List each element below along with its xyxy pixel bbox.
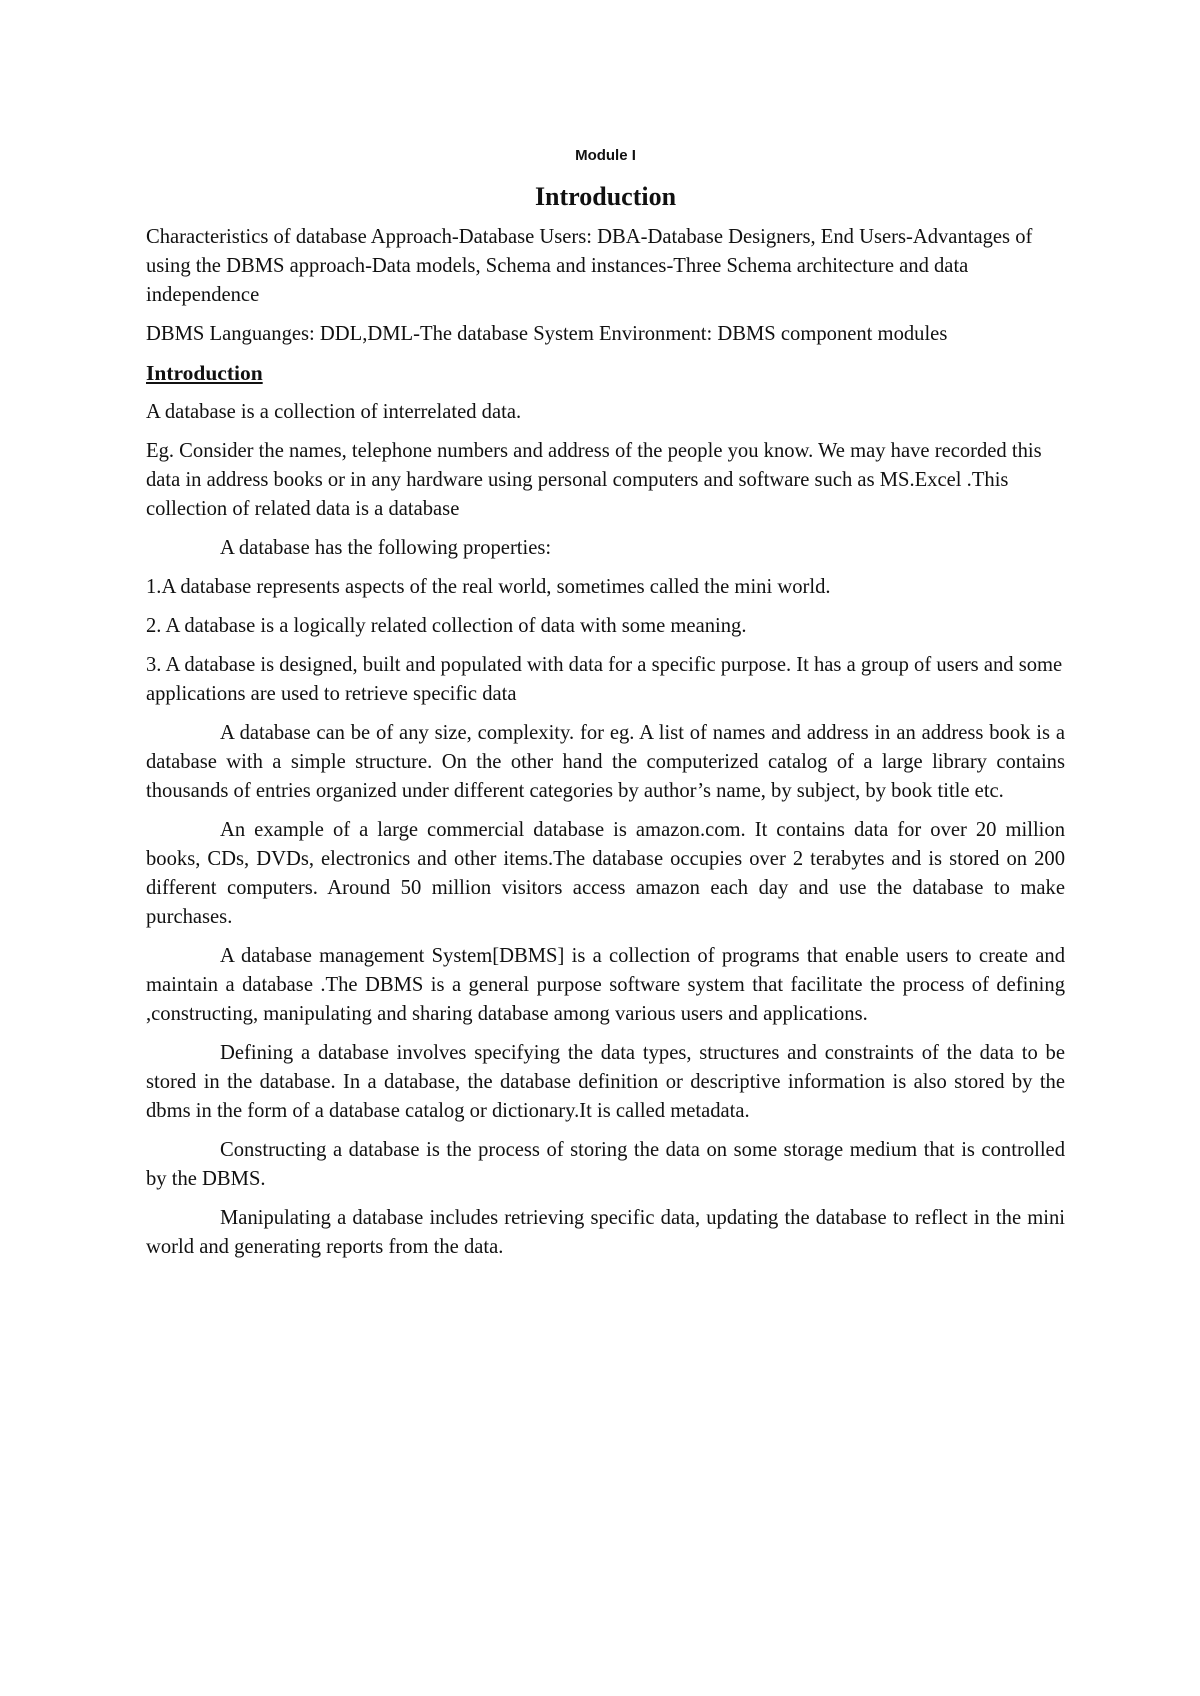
property-item-3: 3. A database is designed, built and populated with data for a specific purpose. It has a group of users and some applications are used to retrieve specific data <box>146 654 1063 705</box>
example-paragraph: Eg. Consider the names, telephone numbers and address of the people you know. We may have recorded this data in address books or in any hardware using personal computers and software such as MS.Excel .This collection of related data is a database <box>146 440 1042 520</box>
property-item-2: 2. A database is a logically related collection of data with some meaning. <box>146 615 747 637</box>
property-item-1: 1.A database represents aspects of the real world, sometimes called the mini world. <box>146 576 831 598</box>
defining-paragraph: Defining a database involves specifying the data types, structures and constraints of the data to be stored in the database. In a database, the database definition or descriptive information is also stored by the dbms in the form of a database catalog or dictionary.It is called metadata. <box>146 1042 1065 1122</box>
page-title: Introduction <box>534 182 677 211</box>
properties-intro: A database has the following properties: <box>220 537 552 559</box>
section-heading: Introduction <box>146 361 263 385</box>
manipulating-paragraph: Manipulating a database includes retrieving specific data, updating the database to reflect in the mini world and generating reports from the data. <box>146 1207 1065 1258</box>
definition-paragraph: A database is a collection of interrelated data. <box>146 401 522 423</box>
page-content <box>146 146 1065 1272</box>
size-paragraph: A database can be of any size, complexity. for eg. A list of names and address in an address book is a database with a simple structure. On the other hand the computerized catalog of a large library contains thousands of entries organized under different categories by author’s name, by subject, by book title etc. <box>146 722 1065 802</box>
dbms-paragraph: A database management System[DBMS] is a collection of programs that enable users to create and maintain a database .The DBMS is a general purpose software system that facilitate the process of defining ,constructing, manipulating and sharing database among various users and applications. <box>146 945 1065 1025</box>
amazon-paragraph: An example of a large commercial database is amazon.com. It contains data for over 20 million books, CDs, DVDs, electronics and other items.The database occupies over 2 terabytes and is stored on 200 different computers. Around 50 million visitors access amazon each day and use the database to make purchases. <box>146 819 1065 928</box>
syllabus-topics: Characteristics of database Approach-Database Users: DBA-Database Designers, End Users-Advantages of using the DBMS approach-Data models, Schema and instances-Three Schema architecture and data independence <box>146 226 1033 306</box>
constructing-paragraph: Constructing a database is the process of storing the data on some storage medium that is controlled by the DBMS. <box>146 1139 1065 1190</box>
module-label: Module I <box>575 147 636 164</box>
syllabus-languages: DBMS Languanges: DDL,DML-The database System Environment: DBMS component modules <box>146 323 948 345</box>
